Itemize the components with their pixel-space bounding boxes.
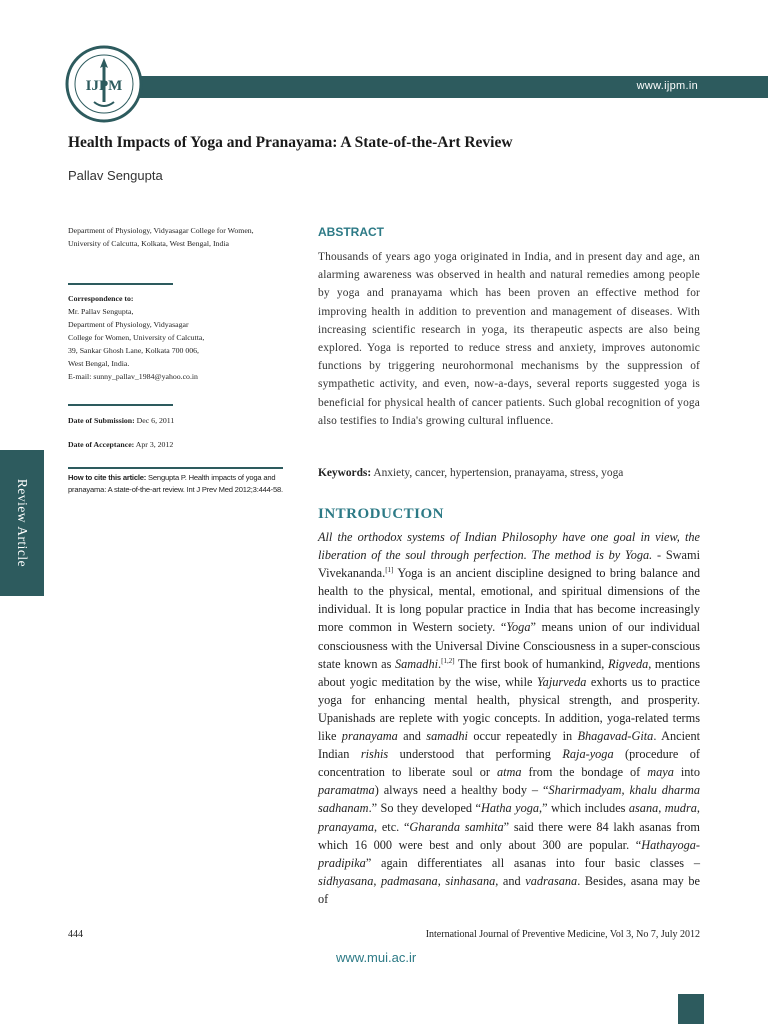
section-tab — [0, 450, 44, 596]
article-author: Pallav Sengupta — [68, 168, 163, 183]
keywords-value: Anxiety, cancer, hypertension, pranayama, stress, yoga — [373, 467, 624, 479]
keywords — [318, 467, 708, 479]
abstract-text: Thousands of years ago yoga originated in India, and in present day and age, an alarming awareness was observed in health and natural remedies among people by yoga and pranayama which has been proven an effective method for improving health in addition to prevention and management of diseases. With increasing scientific research in yoga, its therapeutic aspects are also being explored. Yoga is reported to reduce stress and anxiety, improves autonomic functions by triggering neurohormonal mechanisms by the suppression of sympathetic activity, and even, now-a-days, several reports suggested yoga is beneficial for physical health of cancer patients. Such global recognition of yoga also testifies to India's growing cultural influence. — [318, 251, 700, 427]
acceptance-value: Apr 3, 2012 — [135, 440, 174, 449]
journal-url[interactable]: www.ijpm.in — [636, 80, 698, 92]
divider — [68, 467, 283, 469]
submission-label: Date of Submission: — [68, 416, 135, 425]
correspondence-line: West Bengal, India. — [68, 359, 130, 368]
introduction-heading: INTRODUCTION — [318, 506, 445, 522]
footer-url[interactable]: www.mui.ac.ir — [336, 950, 417, 965]
citation — [68, 472, 288, 495]
correspondence — [68, 292, 288, 383]
correspondence-line: Mr. Pallav Sengupta, — [68, 307, 134, 316]
submission-value: Dec 6, 2011 — [136, 416, 175, 425]
correspondence-line: Department of Physiology, Vidyasagar — [68, 320, 189, 329]
page-number: 444 — [68, 929, 83, 940]
abstract-heading: ABSTRACT — [318, 225, 384, 239]
acceptance-label: Date of Acceptance: — [68, 440, 135, 449]
citation-text: Sengupta P. Health impacts of yoga and pranayama: A state-of-the-art review. Int J Prev Med 2012;3:444-58. — [68, 473, 283, 494]
divider — [68, 283, 173, 285]
article-title: Health Impacts of Yoga and Pranayama: A State-of-the-Art Review — [68, 134, 513, 151]
acceptance-date — [68, 438, 288, 451]
section-tab-label: Review Article — [15, 478, 30, 568]
journal-citation: International Journal of Preventive Medicine, Vol 3, No 7, July 2012 — [425, 929, 700, 940]
keywords-label: Keywords: — [318, 467, 372, 479]
affiliation: Department of Physiology, Vidyasagar College for Women, University of Calcutta, Kolkata, West Bengal, India — [68, 226, 254, 248]
divider — [68, 404, 173, 406]
correspondence-label: Correspondence to: — [68, 294, 134, 303]
correspondence-line: College for Women, University of Calcutta, — [68, 333, 205, 342]
correspondence-email[interactable]: E-mail: sunny_pallav_1984@yahoo.co.in — [68, 372, 198, 381]
introduction-text: All the orthodox systems of Indian Philosophy have one goal in view, the liberation of the soul through perfection. The method is by Yoga. - Swami Vivekananda.[1] Yoga is an ancient discipline designed to bring balance and health to the physical, mental, emotional, and spiritual dimensions of the individual. It is long popular practice in India that has become increasingly more common in Western society. “Yoga” means union of our individual consciousness with the Universal Divine Consciousness in a super-conscious state known as Samadhi.[1,2] The first book of humankind, Rigveda, mentions about yogic meditation by the wise, while Yajurveda exhorts us to practice yoga for enhancing mental health, physical strength, and prosperity. Upanishads are replete with yogic concepts. In addition, yoga-related terms like pranayama and samadhi occur repeatedly in Bhagavad-Gita. Ancient Indian rishis understood that performing Raja-yoga (procedure of concentration to liberate soul or atma from the bondage of maya into paramatma) always need a healthy body – “Sharirmadyam, khalu dharma sadhanam.” So they developed “Hatha yoga,” which includes asana, mudra, pranayama, etc. “Gharanda samhita” said there were 84 lakh asanas from which 16 000 were best and only about 300 are popular. “Hathayoga-pradipika” again differentiates all asanas into four basic classes – sidhyasana, padmasana, sinhasana, and vadrasana. Besides, asana may be of — [318, 530, 701, 906]
logo-text: IJPM — [85, 78, 123, 94]
correspondence-line: 39, Sankar Ghosh Lane, Kolkata 700 006, — [68, 346, 200, 355]
corner-block — [678, 994, 704, 1024]
ijpm-logo — [64, 44, 144, 124]
submission-date — [68, 414, 288, 427]
citation-label: How to cite this article: — [68, 473, 147, 482]
